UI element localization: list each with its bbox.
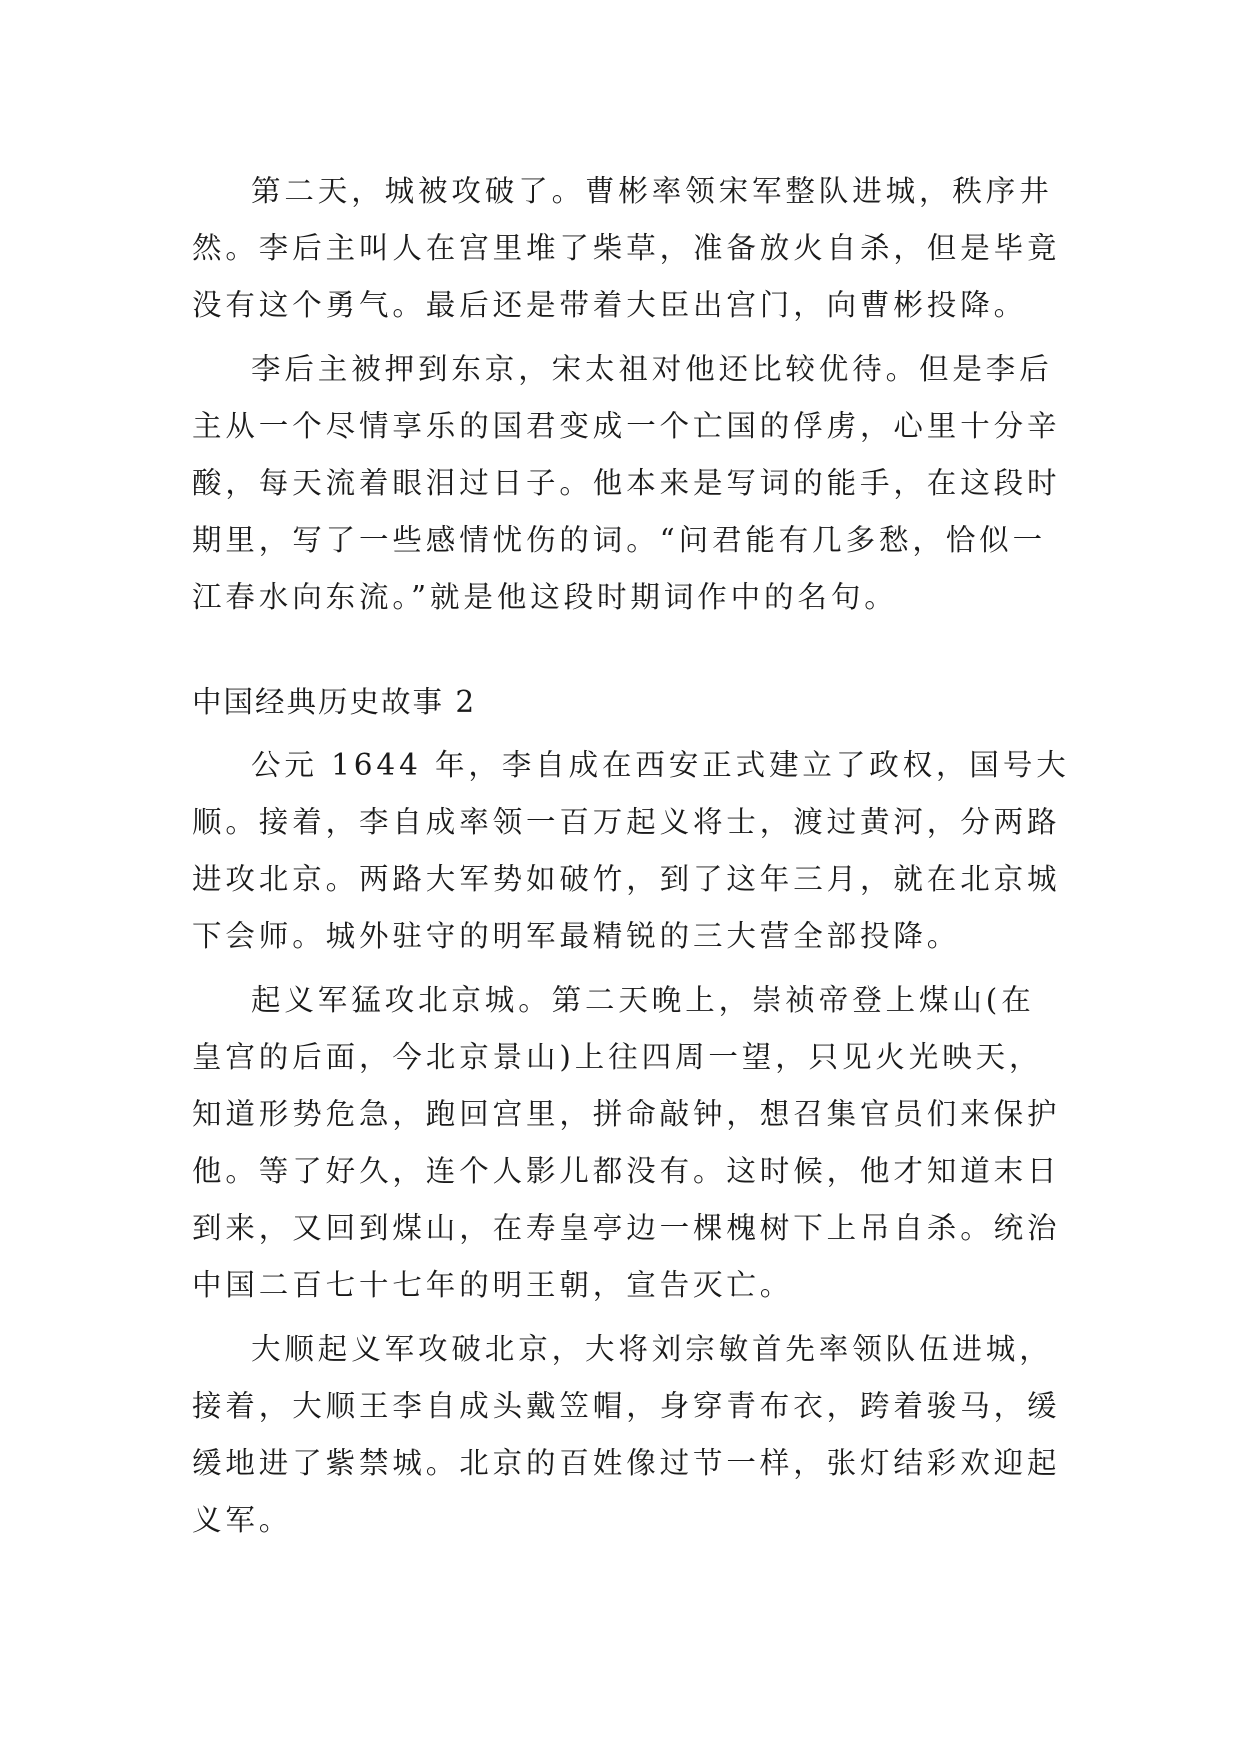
text-line: 然。李后主叫人在宫里堆了柴草，准备放火自杀，但是毕竟 <box>192 231 1061 265</box>
text-line: 他。等了好久，连个人影儿都没有。这时候，他才知道末日 <box>192 1154 1061 1188</box>
text-line: 缓地进了紫禁城。北京的百姓像过节一样，张灯结彩欢迎起 <box>192 1446 1061 1480</box>
text-line: 期里，写了一些感情忧伤的词。“问君能有几多愁，恰似一 <box>192 523 1046 557</box>
paragraph <box>192 972 1061 1314</box>
text-line: 顺。接着，李自成率领一百万起义将士，渡过黄河，分两路 <box>192 805 1061 839</box>
text-line: 进攻北京。两路大军势如破竹，到了这年三月，就在北京城 <box>192 862 1061 896</box>
text-line: 接着，大顺王李自成头戴笠帽，身穿青布衣，跨着骏马，缓 <box>192 1389 1061 1423</box>
text-line: 第二天，城被攻破了。曹彬率领宋军整队进城，秩序井 <box>251 174 1053 208</box>
text-line: 公元 1644 年，李自成在西安正式建立了政权，国号大 <box>251 748 1070 782</box>
text-line: 江春水向东流。”就是他这段时期词作中的名句。 <box>192 580 898 614</box>
paragraph <box>192 163 1061 334</box>
text-line: 主从一个尽情享乐的国君变成一个亡国的俘虏，心里十分辛 <box>192 409 1061 443</box>
text-line: 知道形势危急，跑回宫里，拼命敲钟，想召集官员们来保护 <box>192 1097 1061 1131</box>
text-line: 大顺起义军攻破北京，大将刘宗敏首先率领队伍进城， <box>251 1332 1053 1366</box>
paragraph <box>192 341 1061 626</box>
text-line: 到来，又回到煤山，在寿皇亭边一棵槐树下上吊自杀。统治 <box>192 1211 1061 1245</box>
text-line: 酸，每天流着眼泪过日子。他本来是写词的能手，在这段时 <box>192 466 1061 500</box>
paragraph <box>192 737 1070 965</box>
section-heading: 中国经典历史故事 2 <box>192 685 477 719</box>
text-line: 没有这个勇气。最后还是带着大臣出宫门，向曹彬投降。 <box>192 288 1028 322</box>
text-line: 下会师。城外驻守的明军最精锐的三大营全部投降。 <box>192 919 961 953</box>
document-body <box>192 163 1070 1556</box>
text-line: 义军。 <box>192 1503 293 1537</box>
paragraph <box>192 1321 1061 1549</box>
text-line: 李后主被押到东京，宋太祖对他还比较优待。但是李后 <box>251 352 1053 386</box>
text-line: 起义军猛攻北京城。第二天晚上，崇祯帝登上煤山(在 <box>251 983 1035 1017</box>
text-line: 中国二百七十七年的明王朝，宣告灭亡。 <box>192 1268 794 1302</box>
text-line: 皇宫的后面，今北京景山)上往四周一望，只见火光映天， <box>192 1040 1043 1074</box>
